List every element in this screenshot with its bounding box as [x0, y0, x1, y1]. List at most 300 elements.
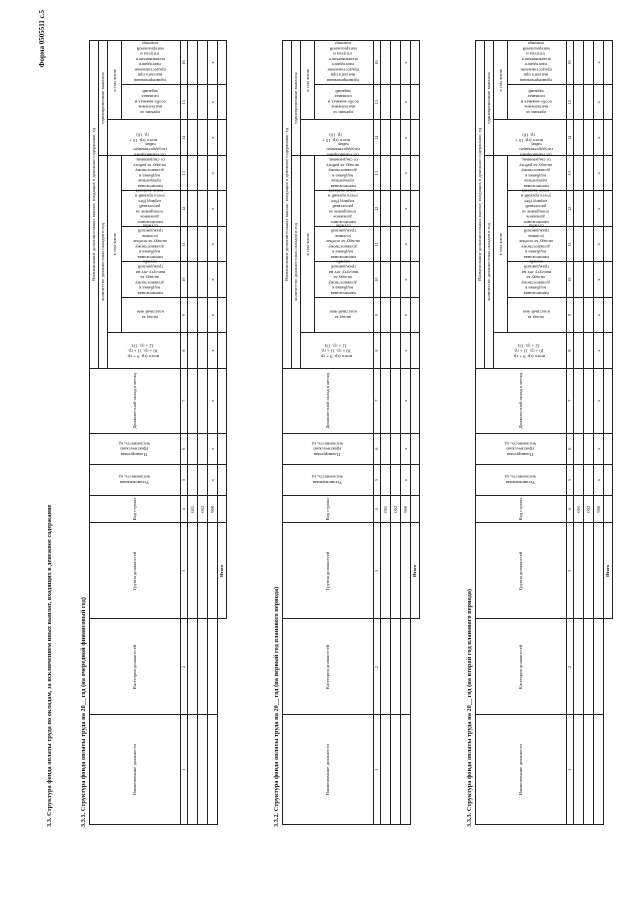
total-cell[interactable] — [411, 368, 420, 433]
total-row — [604, 41, 613, 825]
empty-cell[interactable] — [391, 715, 401, 825]
column-number-row — [181, 41, 188, 825]
value-cell[interactable] — [188, 262, 198, 297]
value-cell[interactable]: x — [401, 464, 411, 495]
header-text: всего (гр. 9 + гр. 10 + гр. 11 + гр. 12 + гр. 13) — [127, 342, 160, 359]
column-number: 10 — [567, 262, 574, 297]
total-cell[interactable] — [604, 368, 613, 433]
value-cell[interactable] — [198, 297, 208, 332]
table-row — [381, 41, 391, 825]
total-cell[interactable] — [604, 226, 613, 261]
value-cell[interactable] — [574, 333, 584, 368]
group-vtch-1: в том числе — [301, 155, 315, 332]
value-cell[interactable] — [198, 41, 208, 85]
section-title: 3.3.3. Структура фонда оплаты труда на 20__ год (на второй год планового периода) — [466, 588, 473, 827]
col-header-10 — [508, 259, 567, 297]
value-cell[interactable]: x — [401, 120, 411, 155]
value-cell[interactable] — [188, 120, 198, 155]
value-cell[interactable]: x — [594, 297, 604, 332]
value-cell[interactable]: x — [594, 368, 604, 433]
header-text: Планируемая (фактическая) численность, ед — [504, 441, 536, 457]
empty-cell[interactable] — [381, 523, 391, 619]
column-number: 9 — [567, 297, 574, 332]
column-number: 7 — [567, 368, 574, 433]
header-text: ежемесячное денежное поощрение за расчетный период (без учета премий и иных выплат) — [328, 188, 359, 225]
value-cell[interactable] — [391, 226, 401, 261]
total-label: Итого — [411, 523, 420, 619]
total-cell[interactable] — [411, 155, 420, 190]
value-cell[interactable]: x — [401, 84, 411, 119]
value-cell[interactable] — [381, 464, 391, 495]
col-header-11 — [315, 223, 374, 261]
column-number: 11 — [181, 226, 188, 261]
column-number: 6 — [374, 433, 381, 464]
header-text: Планируемая (фактическая) численность, ед — [311, 441, 343, 457]
value-cell[interactable]: x — [208, 191, 218, 226]
column-number: 12 — [181, 191, 188, 226]
value-cell[interactable] — [188, 191, 198, 226]
total-cell[interactable] — [218, 433, 227, 464]
table-row — [401, 41, 411, 825]
total-cell[interactable] — [411, 496, 420, 523]
header-text: всего (гр. 15 + гр. 16) — [322, 132, 351, 143]
value-cell[interactable]: x — [208, 333, 218, 368]
column-number-row — [567, 41, 574, 825]
total-cell[interactable] — [604, 496, 613, 523]
total-cell[interactable] — [411, 120, 420, 155]
col-header-8 — [494, 333, 567, 368]
group-count: количество должностных окладов в год — [292, 155, 301, 368]
value-cell[interactable] — [391, 84, 401, 119]
value-cell[interactable] — [381, 226, 391, 261]
column-number: 14 — [567, 120, 574, 155]
value-cell[interactable]: x — [208, 262, 218, 297]
empty-cell[interactable] — [574, 715, 584, 825]
col-header-7: Должностной оклад в месяц — [476, 368, 567, 433]
value-cell[interactable]: x — [208, 41, 218, 85]
total-cell[interactable] — [604, 191, 613, 226]
total-cell[interactable] — [411, 226, 420, 261]
col-header-3: Группа должностей — [476, 523, 567, 619]
table-row — [574, 41, 584, 825]
group-title: Наименование дополнительных выплат, входящих в денежное содержание, ед — [476, 41, 485, 369]
value-cell[interactable] — [188, 333, 198, 368]
value-cell[interactable]: x — [401, 262, 411, 297]
value-cell[interactable] — [584, 464, 594, 495]
value-cell[interactable] — [574, 368, 584, 433]
col-header-12 — [315, 188, 374, 226]
value-cell[interactable] — [381, 297, 391, 332]
value-cell[interactable]: x — [208, 368, 218, 433]
row-code: 002 — [391, 496, 401, 523]
col-header-3: Группа должностей — [283, 523, 374, 619]
total-cell[interactable] — [411, 297, 420, 332]
header-row-1 — [476, 41, 485, 825]
empty-cell[interactable] — [584, 715, 594, 825]
value-cell[interactable] — [381, 155, 391, 190]
form-code: Форма 0505511 с.5 — [38, 10, 46, 68]
group-ed: единовременные выплаты — [485, 41, 494, 156]
total-cell[interactable] — [411, 433, 420, 464]
value-cell[interactable] — [574, 262, 584, 297]
column-number: 8 — [567, 333, 574, 368]
column-number: 5 — [374, 464, 381, 495]
total-cell[interactable] — [604, 120, 613, 155]
value-cell[interactable] — [391, 433, 401, 464]
col-header-13 — [508, 142, 567, 190]
empty-cell[interactable] — [594, 715, 604, 825]
row-code: 900 — [208, 496, 218, 523]
total-cell[interactable] — [218, 262, 227, 297]
col-header-16 — [315, 41, 374, 85]
empty-cell[interactable] — [198, 523, 208, 619]
total-cell[interactable] — [218, 333, 227, 368]
empty-cell[interactable] — [381, 715, 391, 825]
group-ed: единовременные выплаты — [292, 41, 301, 156]
value-cell[interactable]: x — [401, 433, 411, 464]
value-cell[interactable] — [198, 368, 208, 433]
total-cell[interactable] — [218, 297, 227, 332]
row-code: 002 — [198, 496, 208, 523]
header-text: премии за выполнение особо важных и сложных заданий — [520, 89, 553, 116]
value-cell[interactable]: x — [594, 262, 604, 297]
empty-cell[interactable] — [208, 523, 218, 619]
column-number: 2 — [181, 619, 188, 715]
total-cell[interactable] — [218, 226, 227, 261]
value-cell[interactable] — [188, 41, 198, 85]
value-cell[interactable]: x — [594, 226, 604, 261]
empty-cell[interactable] — [574, 619, 584, 715]
value-cell[interactable]: x — [208, 120, 218, 155]
total-cell[interactable] — [411, 191, 420, 226]
col-header-6 — [90, 433, 181, 464]
empty-cell[interactable] — [574, 523, 584, 619]
col-header-7: Должностной оклад в месяц — [90, 368, 181, 433]
total-spacer — [411, 619, 420, 825]
total-label: Итого — [218, 523, 227, 619]
value-cell[interactable] — [391, 333, 401, 368]
column-number: 15 — [567, 84, 574, 119]
value-cell[interactable] — [391, 297, 401, 332]
total-cell[interactable] — [218, 41, 227, 85]
value-cell[interactable] — [574, 297, 584, 332]
total-cell[interactable] — [411, 464, 420, 495]
col-header-16 — [508, 41, 567, 85]
column-number-row — [374, 41, 381, 825]
col-header-6 — [476, 433, 567, 464]
column-number: 4 — [181, 496, 188, 523]
group-count: количество должностных окладов в год — [99, 155, 108, 368]
value-cell[interactable] — [574, 226, 584, 261]
empty-cell[interactable] — [401, 619, 411, 715]
value-cell[interactable] — [391, 262, 401, 297]
value-cell[interactable] — [188, 226, 198, 261]
total-cell[interactable] — [218, 496, 227, 523]
header-text: Планируемая (фактическая) численность, ед — [118, 441, 150, 457]
header-text: оклад за классный чин — [522, 310, 550, 321]
row-code: 900 — [594, 496, 604, 523]
col-header-4: Код строки — [283, 496, 374, 523]
value-cell[interactable]: x — [401, 368, 411, 433]
value-cell[interactable]: x — [208, 433, 218, 464]
row-code: 001 — [574, 496, 584, 523]
group-vtch-2: в том числе — [108, 41, 122, 120]
header-text: ежемесячная надбавка к должностному окладу за выслугу лет на гражданской службе — [521, 259, 551, 296]
total-cell[interactable] — [604, 41, 613, 85]
header-text: премии за выполнение особо важных и сложных заданий — [327, 89, 360, 116]
header-text: Установленная численность, ед — [504, 475, 536, 486]
empty-cell[interactable] — [198, 619, 208, 715]
value-cell[interactable] — [198, 464, 208, 495]
value-cell[interactable]: x — [594, 464, 604, 495]
header-text: всего (гр. 15 + гр. 16) — [515, 132, 544, 143]
value-cell[interactable] — [584, 155, 594, 190]
total-row — [411, 41, 420, 825]
column-number: 1 — [567, 715, 574, 825]
group-vtch-1: в том числе — [494, 155, 508, 332]
col-header-11 — [508, 223, 567, 261]
value-cell[interactable] — [381, 333, 391, 368]
value-cell[interactable] — [574, 41, 584, 85]
column-number: 2 — [374, 619, 381, 715]
page-heading: 3.3. Структура фонда оплаты труда по окладам, за исключением иных выплат, входящих в денежное содержание — [46, 504, 53, 827]
empty-cell[interactable] — [391, 523, 401, 619]
col-header-9 — [315, 297, 374, 332]
table-row — [594, 41, 604, 825]
column-number: 2 — [567, 619, 574, 715]
value-cell[interactable] — [574, 84, 584, 119]
total-cell[interactable] — [604, 297, 613, 332]
column-number: 14 — [181, 120, 188, 155]
column-number: 4 — [374, 496, 381, 523]
total-row — [218, 41, 227, 825]
col-header-2: Категория должностей — [90, 619, 181, 715]
header-row-1 — [283, 41, 292, 825]
total-label: Итого — [604, 523, 613, 619]
value-cell[interactable]: x — [208, 84, 218, 119]
empty-cell[interactable] — [594, 619, 604, 715]
column-number: 11 — [567, 226, 574, 261]
value-cell[interactable] — [198, 433, 208, 464]
value-cell[interactable] — [574, 120, 584, 155]
total-cell[interactable] — [604, 84, 613, 119]
value-cell[interactable] — [381, 41, 391, 85]
group-vtch-1: в том числе — [108, 155, 122, 332]
value-cell[interactable]: x — [401, 297, 411, 332]
value-cell[interactable] — [574, 191, 584, 226]
group-title: Наименование дополнительных выплат, входящих в денежное содержание, ед — [90, 41, 99, 369]
total-cell[interactable] — [218, 464, 227, 495]
value-cell[interactable] — [584, 120, 594, 155]
empty-cell[interactable] — [198, 715, 208, 825]
value-cell[interactable]: x — [594, 41, 604, 85]
col-header-5 — [90, 464, 181, 495]
col-header-9 — [122, 297, 181, 332]
total-cell[interactable] — [604, 433, 613, 464]
header-text: всего (гр. 9 + гр. 10 + гр. 11 + гр. 12 + гр. 13) — [513, 342, 546, 359]
table-row — [188, 41, 198, 825]
group-count: количество должностных окладов в год — [485, 155, 494, 368]
empty-cell[interactable] — [188, 715, 198, 825]
header-text: единовременная выплата при предоставлении ежегодного оплачиваемого отпуска и материальной помощи — [520, 41, 553, 83]
value-cell[interactable] — [188, 84, 198, 119]
value-cell[interactable] — [198, 191, 208, 226]
col-header-5 — [476, 464, 567, 495]
column-number: 1 — [374, 715, 381, 825]
column-number: 6 — [181, 433, 188, 464]
empty-cell[interactable] — [188, 523, 198, 619]
value-cell[interactable] — [391, 41, 401, 85]
value-cell[interactable] — [391, 155, 401, 190]
value-cell[interactable]: x — [401, 155, 411, 190]
column-number: 8 — [181, 333, 188, 368]
value-cell[interactable] — [188, 368, 198, 433]
column-number: 16 — [181, 41, 188, 85]
col-header-11 — [122, 223, 181, 261]
value-cell[interactable] — [391, 464, 401, 495]
empty-cell[interactable] — [401, 715, 411, 825]
value-cell[interactable] — [188, 433, 198, 464]
value-cell[interactable]: x — [594, 84, 604, 119]
value-cell[interactable]: x — [401, 226, 411, 261]
value-cell[interactable] — [391, 368, 401, 433]
value-cell[interactable] — [198, 155, 208, 190]
value-cell[interactable] — [198, 333, 208, 368]
total-cell[interactable] — [218, 84, 227, 119]
value-cell[interactable]: x — [401, 333, 411, 368]
value-cell[interactable] — [584, 84, 594, 119]
total-cell[interactable] — [411, 333, 420, 368]
value-cell[interactable] — [574, 433, 584, 464]
value-cell[interactable] — [391, 120, 401, 155]
value-cell[interactable] — [584, 333, 594, 368]
value-cell[interactable]: x — [594, 155, 604, 190]
total-cell[interactable] — [411, 41, 420, 85]
header-text: ежемесячная надбавка к должностному окладу за выслугу лет на гражданской службе — [328, 259, 358, 296]
value-cell[interactable] — [381, 262, 391, 297]
value-cell[interactable]: x — [401, 41, 411, 85]
group-title: Наименование дополнительных выплат, входящих в денежное содержание, ед — [283, 41, 292, 369]
total-cell[interactable] — [218, 155, 227, 190]
fund-structure-table — [282, 40, 420, 825]
total-cell[interactable] — [411, 84, 420, 119]
column-number: 4 — [567, 496, 574, 523]
total-cell[interactable] — [604, 155, 613, 190]
column-number: 13 — [181, 155, 188, 190]
total-cell[interactable] — [218, 120, 227, 155]
value-cell[interactable] — [381, 368, 391, 433]
column-number: 13 — [567, 155, 574, 190]
header-text: ежемесячная процентная надбавка к должностному окладу за работу со сведениями, составляющими государственную тайну — [326, 142, 361, 190]
value-cell[interactable]: x — [594, 120, 604, 155]
empty-cell[interactable] — [208, 619, 218, 715]
value-cell[interactable] — [584, 297, 594, 332]
column-number: 14 — [374, 120, 381, 155]
empty-cell[interactable] — [391, 619, 401, 715]
col-header-13 — [122, 142, 181, 190]
fund-structure-table — [89, 40, 227, 825]
total-spacer — [604, 619, 613, 825]
value-cell[interactable] — [584, 368, 594, 433]
col-header-12 — [508, 188, 567, 226]
value-cell[interactable] — [391, 191, 401, 226]
value-cell[interactable]: x — [594, 433, 604, 464]
column-number: 5 — [181, 464, 188, 495]
fund-structure-table — [475, 40, 613, 825]
col-header-13 — [315, 142, 374, 190]
total-cell[interactable] — [218, 191, 227, 226]
total-cell[interactable] — [604, 333, 613, 368]
value-cell[interactable] — [188, 297, 198, 332]
group-ed: единовременные выплаты — [99, 41, 108, 156]
value-cell[interactable] — [584, 41, 594, 85]
col-header-4: Код строки — [90, 496, 181, 523]
col-header-12 — [122, 188, 181, 226]
value-cell[interactable] — [188, 155, 198, 190]
col-header-9 — [508, 297, 567, 332]
table-row — [584, 41, 594, 825]
col-header-6 — [283, 433, 374, 464]
total-cell[interactable] — [604, 464, 613, 495]
col-header-15 — [315, 84, 374, 119]
empty-cell[interactable] — [401, 523, 411, 619]
value-cell[interactable] — [198, 120, 208, 155]
total-cell[interactable] — [218, 368, 227, 433]
value-cell[interactable] — [584, 262, 594, 297]
value-cell[interactable]: x — [594, 333, 604, 368]
value-cell[interactable] — [584, 226, 594, 261]
col-header-15 — [122, 84, 181, 119]
value-cell[interactable] — [381, 433, 391, 464]
value-cell[interactable] — [574, 155, 584, 190]
header-text: оклад за классный чин — [329, 310, 357, 321]
empty-cell[interactable] — [584, 619, 594, 715]
total-cell[interactable] — [604, 262, 613, 297]
value-cell[interactable] — [198, 226, 208, 261]
value-cell[interactable] — [584, 433, 594, 464]
empty-cell[interactable] — [208, 715, 218, 825]
value-cell[interactable] — [198, 84, 208, 119]
value-cell[interactable]: x — [208, 297, 218, 332]
header-text: ежемесячная надбавка к должностному окладу за особые условия гражданской службы — [519, 223, 554, 261]
value-cell[interactable] — [198, 262, 208, 297]
value-cell[interactable]: x — [208, 464, 218, 495]
total-cell[interactable] — [411, 262, 420, 297]
value-cell[interactable] — [188, 464, 198, 495]
empty-cell[interactable] — [594, 523, 604, 619]
value-cell[interactable]: x — [208, 226, 218, 261]
value-cell[interactable] — [574, 464, 584, 495]
col-header-3: Группа должностей — [90, 523, 181, 619]
value-cell[interactable] — [381, 120, 391, 155]
section-title: 3.3.1. Структура фонда оплаты труда на 20__ год (на очередной финансовый год) — [80, 597, 87, 827]
header-text: ежемесячное денежное поощрение за расчетный период (без учета премий и иных выплат) — [521, 188, 552, 225]
value-cell[interactable]: x — [208, 155, 218, 190]
value-cell[interactable]: x — [594, 191, 604, 226]
col-header-2: Категория должностей — [283, 619, 374, 715]
value-cell[interactable] — [584, 191, 594, 226]
header-text: ежемесячная надбавка к должностному окладу за особые условия гражданской службы — [326, 223, 361, 261]
empty-cell[interactable] — [188, 619, 198, 715]
value-cell[interactable] — [381, 84, 391, 119]
header-text: оклад за классный чин — [136, 310, 164, 321]
empty-cell[interactable] — [381, 619, 391, 715]
column-number: 3 — [374, 523, 381, 619]
value-cell[interactable]: x — [401, 191, 411, 226]
column-number: 6 — [567, 433, 574, 464]
empty-cell[interactable] — [584, 523, 594, 619]
value-cell[interactable] — [381, 191, 391, 226]
